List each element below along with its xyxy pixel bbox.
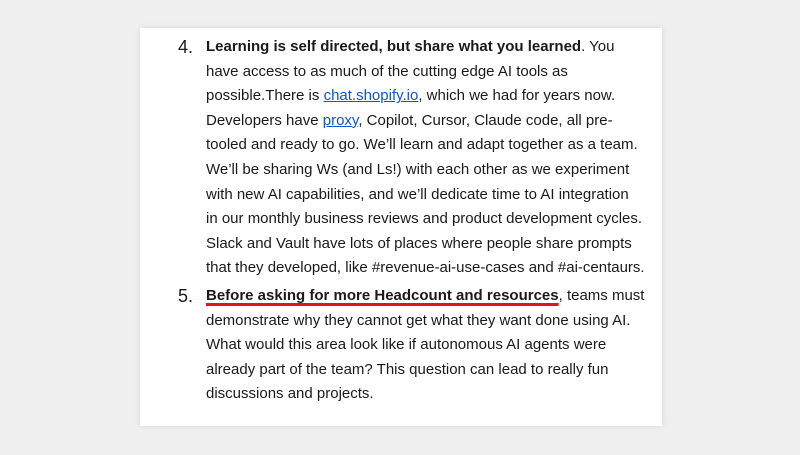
item4-line-6: We’ll be sharing Ws (and Ls!) with each other as we experiment — [206, 160, 630, 178]
item4-line-4: Developers have proxy, Copilot, Cursor, Claude code, all pre- — [206, 111, 613, 129]
chat-shopify-link[interactable]: chat.shopify.io — [323, 87, 419, 105]
item5-line-1: Before asking for more Headcount and resources, teams must — [206, 287, 645, 304]
list-number-4: 4. — [178, 37, 194, 57]
item5-lead-underlined: Before asking for more Headcount and resources — [206, 287, 559, 304]
item4-line-8: in our monthly business reviews and product development cycles. — [206, 210, 643, 228]
item4-line-1: Learning is self directed, but share what you learned. You — [206, 38, 615, 55]
item5-line-2: demonstrate why they cannot get what they want done using AI. — [206, 311, 631, 329]
item4-line-5: tooled and ready to go. We’ll learn and adapt together as a team. — [206, 136, 638, 154]
item4-line-9: Slack and Vault have lots of places where people share prompts — [206, 234, 632, 252]
item4-line-10: that they developed, like #revenue-ai-use-cases and #ai-centaurs. — [206, 259, 645, 277]
list-number-5: 5. — [178, 286, 194, 306]
item4-line-3: possible.There is chat.shopify.io, which we had for years now. — [206, 87, 616, 105]
item4-line-2: have access to as much of the cutting edge AI tools as — [206, 62, 568, 80]
list-item-5-text — [206, 284, 646, 407]
proxy-link[interactable]: proxy — [322, 111, 359, 129]
item5-line-3: What would this area look like if autonomous AI agents were — [206, 336, 607, 354]
document-page — [140, 28, 662, 426]
item5-line-4: already part of the team? This question can lead to really fun — [206, 360, 609, 378]
item4-lead: Learning is self directed, but share what you learned — [206, 38, 582, 55]
item4-line-7: with new AI capabilities, and we’ll dedicate time to AI integration — [206, 185, 629, 203]
list-item-4-text — [206, 35, 646, 281]
item5-line-5: discussions and projects. — [206, 385, 374, 403]
